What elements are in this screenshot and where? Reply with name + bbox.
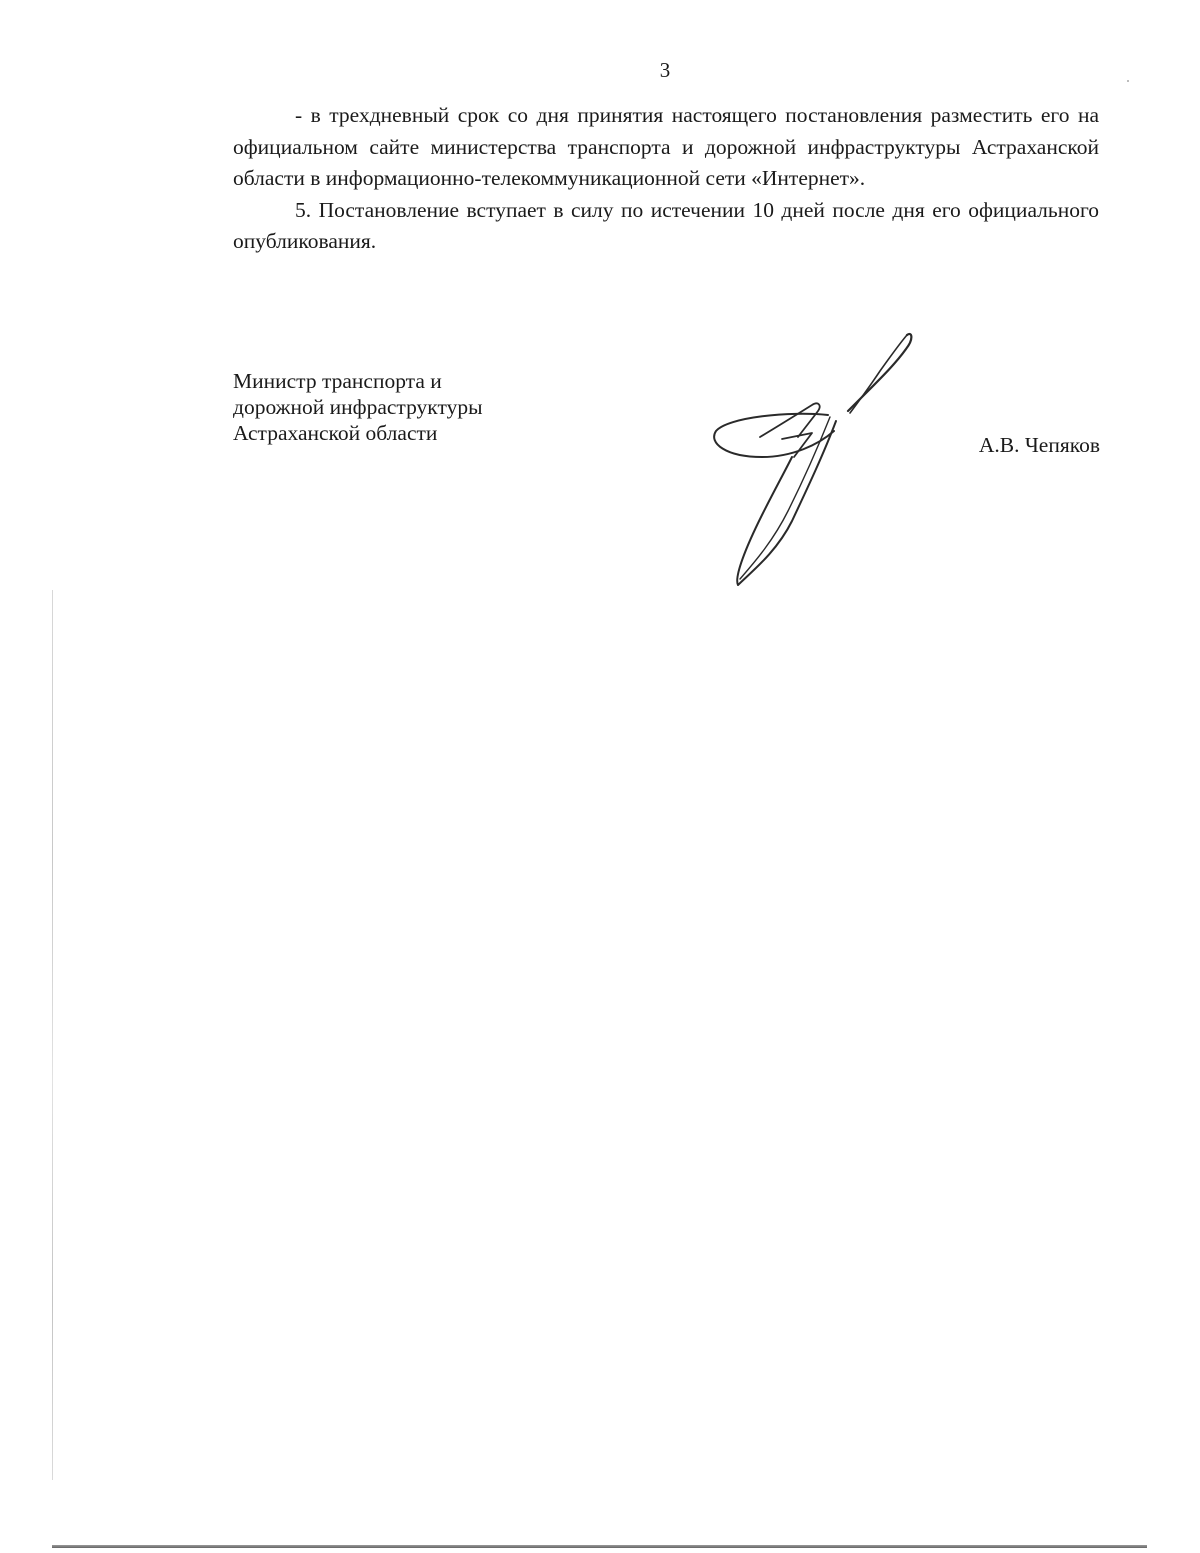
paragraph-publication: - в трехдневный срок со дня принятия настоящего постановления разместить его на официальном сайте министерства транспорта и дорожной инфраструктуры Астраханской области в информационно-телекоммуникационной сети «Интернет». [233, 103, 1099, 190]
signatory-name: А.В. Чепяков [978, 433, 1100, 457]
signature-stroke-descender-2 [740, 417, 830, 579]
position-line-2: дорожной инфраструктуры [233, 395, 483, 419]
scan-edge-left [52, 590, 53, 1480]
paragraph-effective-date: 5. Постановление вступает в силу по истечении 10 дней после дня его официального опубликования. [233, 197, 1099, 253]
body-text [233, 100, 1099, 258]
handwritten-signature [700, 325, 930, 595]
scan-edge-bottom [52, 1545, 1147, 1548]
signature-stroke-descender [737, 421, 836, 585]
signature-strokes [714, 334, 911, 585]
position-line-3: Астраханской области [233, 421, 438, 445]
signature-stroke-top-return [850, 335, 907, 413]
signature-stroke-cross [760, 403, 820, 437]
page-number: 3 [659, 58, 671, 82]
position-line-1: Министр транспорта и [233, 369, 442, 393]
signatory-position [233, 368, 483, 446]
